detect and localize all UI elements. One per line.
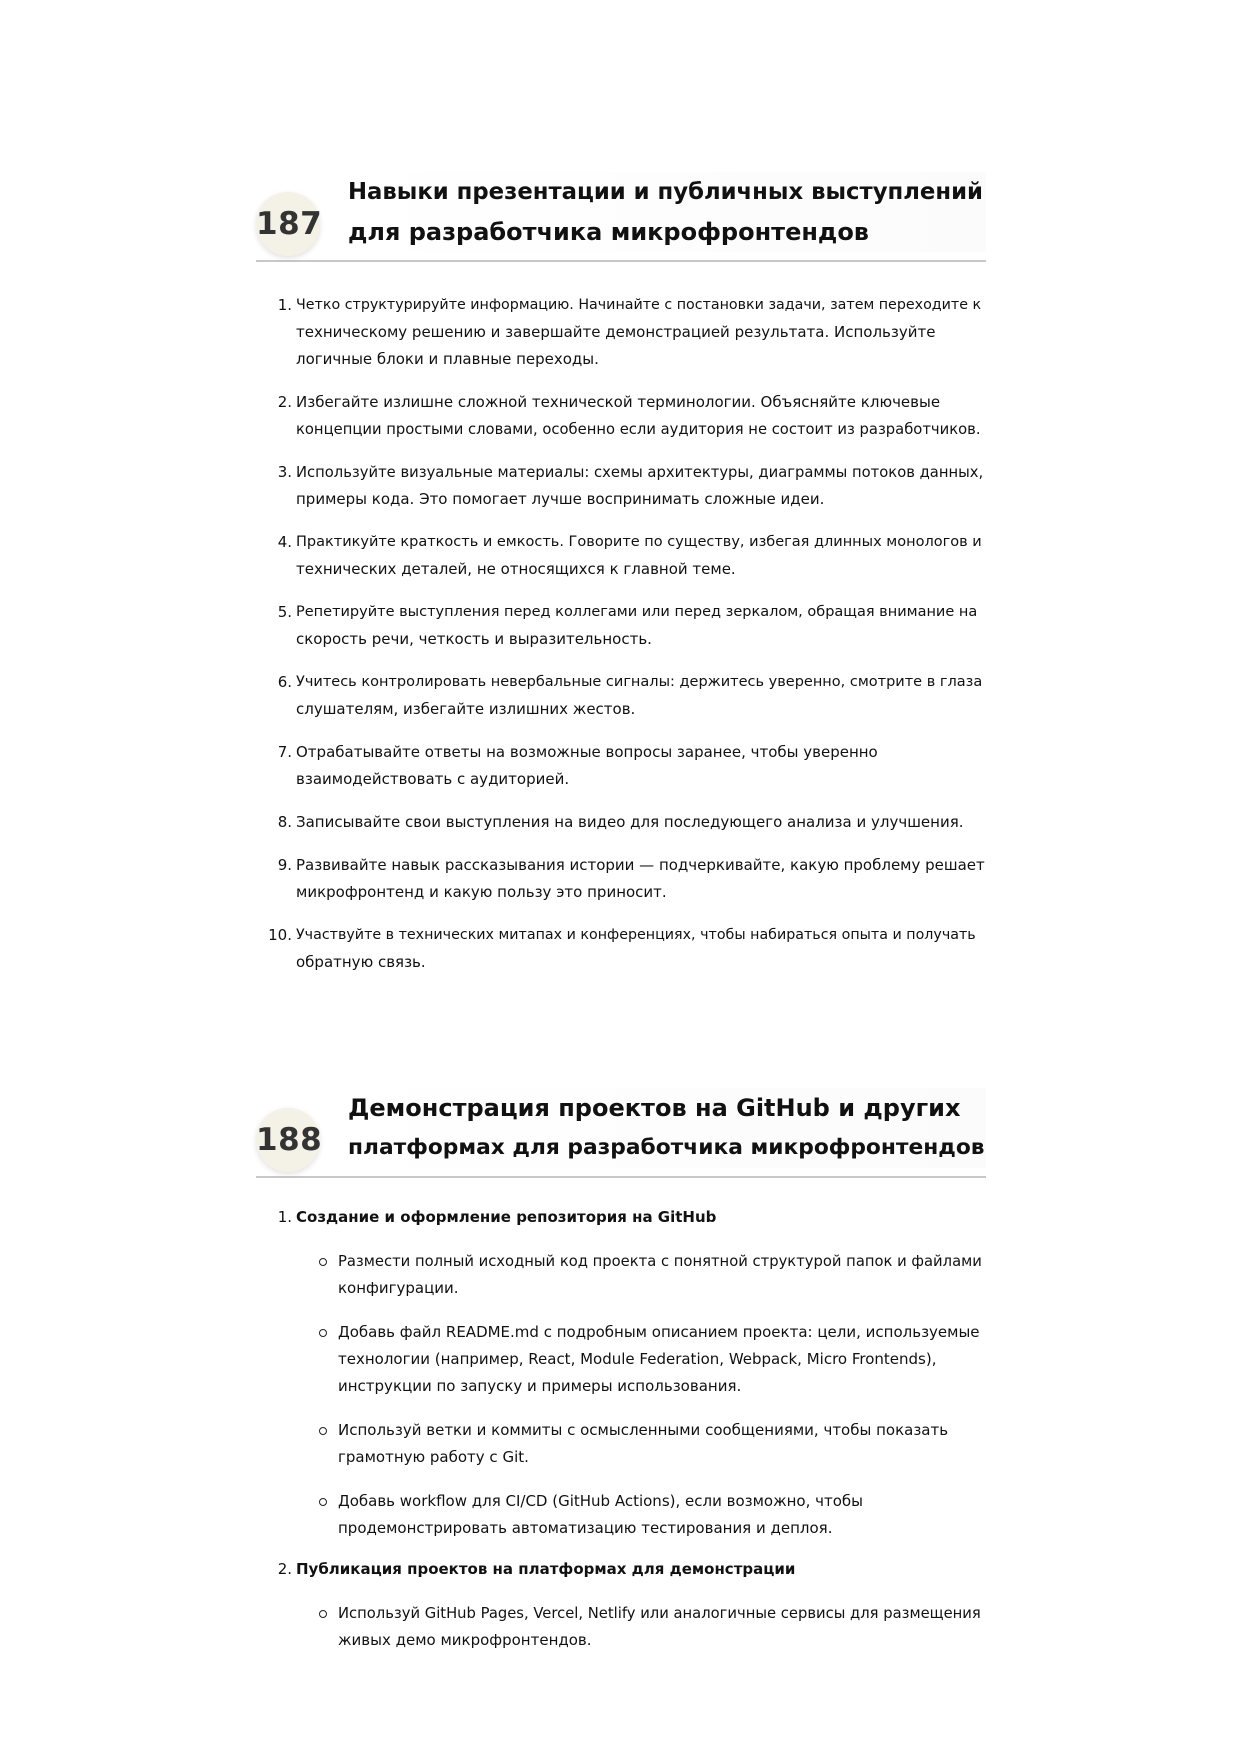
sub-item-text-line: Используй GitHub Pages, Vercel, Netlify или аналогичные сервисы для размещения (338, 1605, 981, 1622)
item-text-line: скорость речи, четкость и выразительность. (296, 630, 652, 648)
item-text-line: Учитесь контролировать невербальные сигналы: держитесь уверенно, смотрите в глаза (296, 674, 983, 690)
list-item (256, 809, 986, 836)
item-text-line: Участвуйте в технических митапах и конференциях, чтобы набираться опыта и получать (296, 927, 976, 943)
sub-item-text-line: живых демо микрофронтендов. (338, 1631, 592, 1649)
list-item (256, 459, 986, 513)
section-number-badge: 187 (256, 192, 320, 256)
section-188 (256, 1088, 986, 1654)
item-number: 7. (277, 743, 292, 761)
item-number: 4. (277, 533, 292, 551)
item-text-line: Репетируйте выступления перед коллегами или перед зеркалом, обращая внимание на (296, 604, 978, 620)
list-item (256, 669, 986, 723)
item-text-line: концепции простыми словами, особенно если аудитория не состоит из разработчиков. (296, 421, 981, 438)
item-text-line: взаимодействовать с аудиторией. (296, 770, 570, 788)
sub-item-text-line: Используй ветки и коммиты с осмысленными сообщениями, чтобы показать (338, 1421, 949, 1439)
section-number-badge: 188 (256, 1108, 320, 1172)
sub-item-text-line: продемонстрировать автоматизацию тестирования и деплоя. (338, 1519, 833, 1537)
item-number: 6. (277, 673, 292, 691)
section-title (348, 172, 986, 252)
sub-list-item (296, 1319, 986, 1400)
steps-list (256, 1204, 986, 1654)
list-item (256, 599, 986, 653)
list-item (256, 1556, 986, 1654)
item-text-line: Отрабатывайте ответы на возможные вопросы заранее, чтобы уверенно (296, 743, 878, 761)
sub-item-text-line: Добавь workflow для CI/CD (GitHub Actions), если возможно, чтобы (338, 1492, 863, 1510)
item-text-line: Записывайте свои выступления на видео для последующего анализа и улучшения. (296, 813, 964, 831)
list-item (256, 529, 986, 583)
section-header (256, 172, 986, 262)
item-text-line: Практикуйте краткость и емкость. Говорите по существу, избегая длинных монологов и (296, 534, 982, 550)
sub-list-item (296, 1417, 986, 1471)
sub-item-text-line: инструкции по запуску и примеры использования. (338, 1377, 742, 1395)
item-number: 2. (277, 393, 292, 411)
sub-item-text-line: технологии (например, React, Module Federation, Webpack, Micro Frontends), (338, 1350, 937, 1368)
list-item (256, 1204, 986, 1542)
item-text-line: микрофронтенд и какую пользу это приносит. (296, 883, 667, 901)
item-number: 10. (268, 926, 292, 944)
sub-list (296, 1248, 986, 1542)
list-item (256, 292, 986, 373)
section-title-line: для разработчика микрофронтендов (348, 218, 869, 246)
item-number: 5. (277, 603, 292, 621)
sub-item-text-line: конфигурации. (338, 1279, 459, 1297)
item-text-line: технических деталей, не относящихся к главной теме. (296, 560, 736, 578)
item-number: 9. (277, 856, 292, 874)
sub-item-text-line: Размести полный исходный код проекта с понятной структурой папок и файлами (338, 1253, 982, 1270)
item-heading: Создание и оформление репозитория на GitHub (296, 1208, 717, 1226)
item-number: 1. (277, 296, 292, 314)
section-title-line: платформах для разработчика микрофронтендов (348, 1135, 985, 1160)
list-item (256, 739, 986, 793)
item-number: 1. (277, 1208, 292, 1226)
item-number: 2. (277, 1560, 292, 1578)
item-text-line: Используйте визуальные материалы: схемы архитектуры, диаграммы потоков данных, (296, 464, 984, 481)
item-number: 8. (277, 813, 292, 831)
item-text-line: слушателям, избегайте излишних жестов. (296, 700, 636, 718)
sub-list (296, 1600, 986, 1654)
sub-list-item (296, 1600, 986, 1654)
item-text-line: логичные блоки и плавные переходы. (296, 350, 599, 368)
sub-list-item (296, 1488, 986, 1542)
item-heading: Публикация проектов на платформах для демонстрации (296, 1560, 796, 1578)
item-text-line: техническому решению и завершайте демонстрацией результата. Используйте (296, 323, 936, 341)
section-title (348, 1088, 986, 1168)
section-header (256, 1088, 986, 1178)
item-text-line: примеры кода. Это помогает лучше воспринимать сложные идеи. (296, 490, 825, 508)
section-title-line: Навыки презентации и публичных выступлений (348, 179, 983, 205)
list-item (256, 389, 986, 443)
sub-list-item (296, 1248, 986, 1302)
section-title-line: Демонстрация проектов на GitHub и других (348, 1094, 961, 1122)
section-187 (256, 172, 986, 976)
item-text-line: Развивайте навык рассказывания истории — подчеркивайте, какую проблему решает (296, 856, 985, 874)
list-item (256, 922, 986, 976)
sub-item-text-line: Добавь файл README.md с подробным описанием проекта: цели, используемые (338, 1323, 980, 1341)
item-text-line: Четко структурируйте информацию. Начинайте с постановки задачи, затем переходите к (296, 297, 982, 313)
tips-list (256, 292, 986, 976)
item-text-line: обратную связь. (296, 953, 426, 971)
item-number: 3. (277, 463, 292, 481)
sub-item-text-line: грамотную работу с Git. (338, 1448, 529, 1466)
item-text-line: Избегайте излишне сложной технической терминологии. Объясняйте ключевые (296, 393, 941, 411)
list-item (256, 852, 986, 906)
